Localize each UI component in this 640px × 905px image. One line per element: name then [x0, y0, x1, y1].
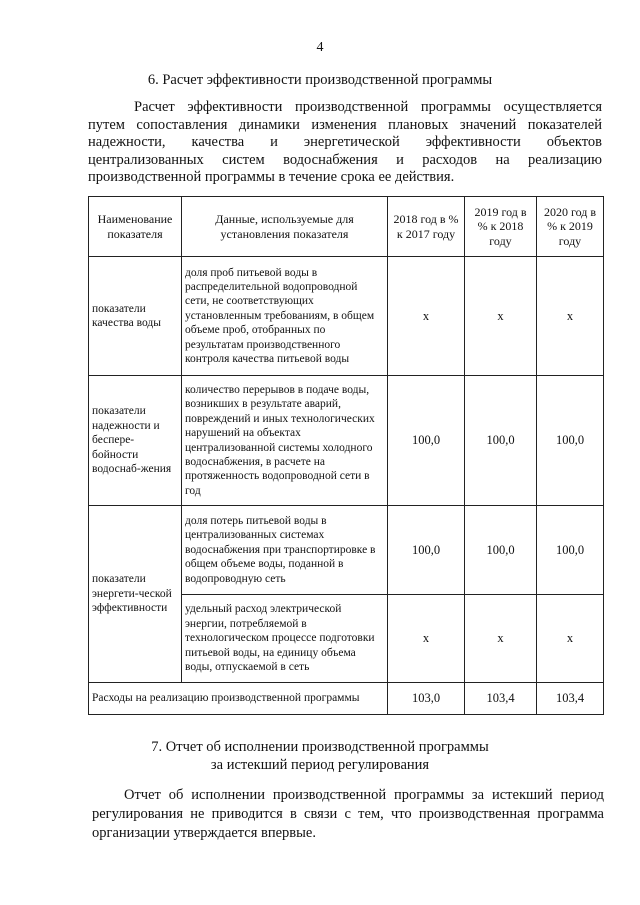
value-reliability-2019: 100,0 [465, 376, 537, 506]
header-2018: 2018 год в % к 2017 году [388, 197, 465, 257]
value-quality-2019: x [465, 257, 537, 376]
table-row [89, 506, 604, 595]
header-2020: 2020 год в % к 2019 году [537, 197, 604, 257]
value-quality-2020: x [537, 257, 604, 376]
table-header-row [89, 197, 604, 257]
data-energy-consumption: удельный расход электрической энергии, потребляемой в технологическом процессе подготовки питьевой воды, на единицу объема воды, отпускаемой в сеть [182, 595, 388, 683]
section-7-paragraph: Отчет об исполнении производственной программы за истекший период регулирования не приводится в связи с тем, что производственная программа организации утверждается впервые. [92, 787, 604, 841]
header-2019: 2019 год в % к 2018 году [465, 197, 537, 257]
section-6-title: 6. Расчет эффективности производственной программы [147, 72, 493, 88]
section-6-paragraph: Расчет эффективности производственной программы осуществляется путем сопоставления динамики изменения плановых значений показателей надежности, качества и энергетической эффективности объектов централизованных систем водоснабжения и расходов на реализацию производственной программы в течение срока ее действия. [88, 99, 602, 186]
section-7-title [0, 738, 640, 774]
indicator-quality: показатели качества воды [89, 257, 182, 376]
value-energy-consumption-2020: x [537, 595, 604, 683]
value-reliability-2020: 100,0 [537, 376, 604, 506]
header-data: Данные, используемые для установления показателя [182, 197, 388, 257]
value-quality-2018: x [388, 257, 465, 376]
page-number: 4 [316, 40, 324, 55]
data-energy-losses: доля потерь питьевой воды в централизованных системах водоснабжения при транспортировке в общем объеме воды, поданной в водопроводную сеть [182, 506, 388, 595]
indicator-energy: показатели энергети-ческой эффективности [89, 506, 182, 683]
section-7-title-line1: 7. Отчет об исполнении производственной программы [151, 739, 489, 755]
section-7-title-line2: за истекший период регулирования [210, 757, 430, 773]
header-indicator: Наименование показателя [89, 197, 182, 257]
indicator-reliability: показатели надежности и беспере-бойности водоснаб-жения [89, 376, 182, 506]
value-energy-consumption-2019: x [465, 595, 537, 683]
value-expenses-2020: 103,4 [537, 683, 604, 715]
value-energy-losses-2018: 100,0 [388, 506, 465, 595]
data-quality: доля проб питьевой воды в распределительной водопроводной сети, не соответствующих установленным требованиям, в общем объеме проб, отобранных по результатам производственного контроля качества питьевой воды [182, 257, 388, 376]
value-energy-consumption-2018: x [388, 595, 465, 683]
efficiency-table [88, 196, 604, 715]
value-reliability-2018: 100,0 [388, 376, 465, 506]
value-expenses-2018: 103,0 [388, 683, 465, 715]
value-energy-losses-2020: 100,0 [537, 506, 604, 595]
table-row [89, 683, 604, 715]
data-reliability: количество перерывов в подаче воды, возникших в результате аварий, повреждений и иных технологических нарушений на объектах централизованной системы холодного водоснабжения, в расчете на протяженность водопроводной сети в год [182, 376, 388, 506]
table-row [89, 257, 604, 376]
expenses-label: Расходы на реализацию производственной программы [89, 683, 388, 715]
table-row [89, 376, 604, 506]
value-expenses-2019: 103,4 [465, 683, 537, 715]
value-energy-losses-2019: 100,0 [465, 506, 537, 595]
